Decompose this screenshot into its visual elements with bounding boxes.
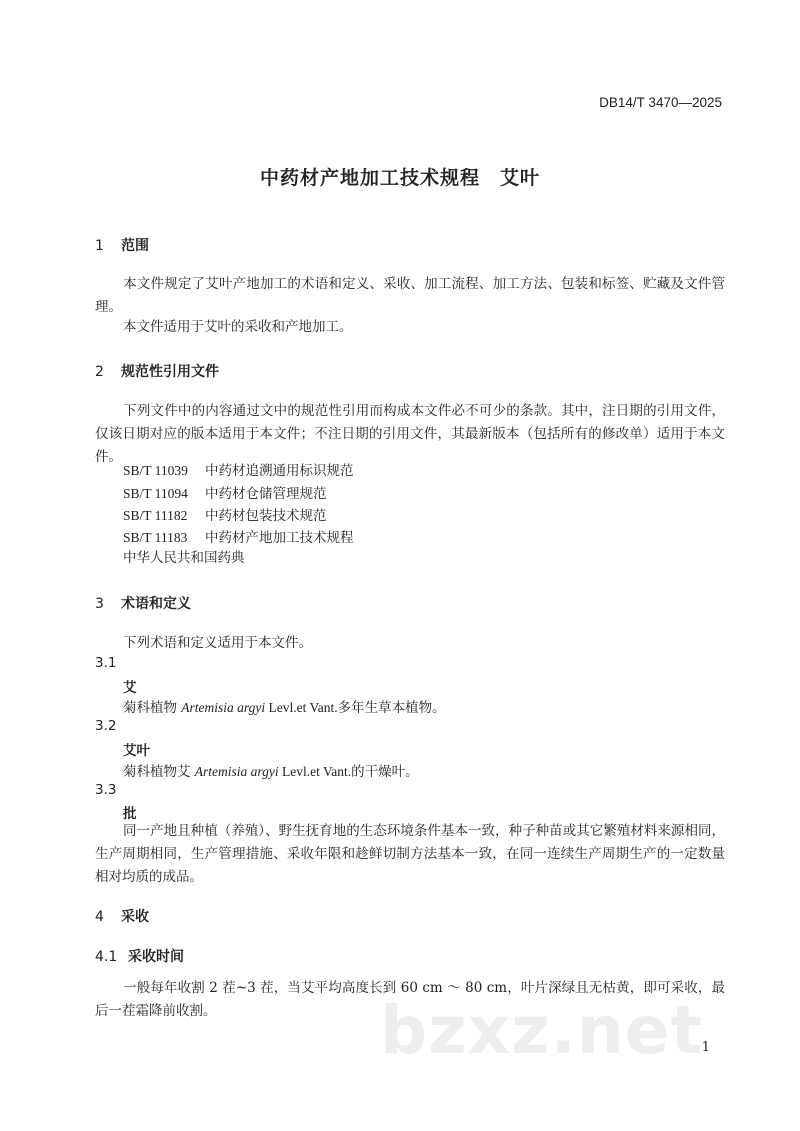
section-1-paragraph-2: 本文件适用于艾叶的采收和产地加工。: [123, 319, 353, 335]
normative-reference: [123, 460, 354, 482]
section-title: 采收: [121, 909, 149, 925]
term-definition: 菊科植物艾 Artemisia argyi Levl.et Vant.的干燥叶。: [123, 764, 419, 780]
reference-code: SB/T 11183: [123, 530, 188, 545]
watermark: bzxz.net: [380, 992, 704, 1069]
section-title: 术语和定义: [121, 596, 191, 612]
term-number: 3.3: [95, 782, 117, 798]
normative-reference: [123, 483, 327, 505]
document-title: 中药材产地加工技术规程 艾叶: [259, 167, 540, 189]
reference-code: SB/T 11039: [123, 463, 188, 478]
term-definition: 菊科植物 Artemisia argyi Levl.et Vant.多年生草本植物。: [123, 700, 446, 716]
subsection-title: 采收时间: [128, 949, 184, 965]
section-2-heading: [95, 361, 219, 381]
subsection-4-1-heading: [95, 946, 184, 966]
section-1-paragraph-1: 本文件规定了艾叶产地加工的术语和定义、采收、加工流程、加工方法、包装和标签、贮藏及文件管理。: [95, 276, 725, 315]
subsection-4-1-paragraph: 一般每年收割 2 茬~3 茬，当艾平均高度长到 60 cm ～ 80 cm，叶片深绿且无枯黄，即可采收，最后一茬霜降前收割。: [95, 980, 725, 1019]
section-number: 4: [95, 909, 104, 925]
section-3-intro: 下列术语和定义适用于本文件。: [123, 635, 312, 651]
section-2-paragraph-1: 下列文件中的内容通过文中的规范性引用而构成本文件必不可少的条款。其中，注日期的引用文件，仅该日期对应的版本适用于本文件；不注日期的引用文件，其最新版本（包括所有的修改单）适用于本文件。: [95, 403, 725, 465]
page-number: 1: [701, 1040, 710, 1055]
section-number: 3: [95, 596, 104, 612]
reference-code: SB/T 11182: [123, 508, 188, 523]
term-number: 3.1: [95, 655, 117, 671]
section-number: 2: [95, 364, 104, 380]
term-definition: 同一产地且种植（养殖）、野生抚育地的生态环境条件基本一致，种子种苗或其它繁殖材料来源相同，生产周期相同，生产管理措施、采收年限和趁鲜切制方法基本一致，在同一连续生产周期生产的一定数量相对均质的成品。: [95, 823, 725, 885]
section-title: 范围: [121, 238, 149, 254]
term-name: 艾叶: [123, 743, 150, 759]
reference-title: 中药材产地加工技术规程: [205, 530, 354, 546]
normative-reference: [123, 527, 354, 549]
term-number: 3.2: [95, 718, 117, 734]
reference-title: 中药材追溯通用标识规范: [205, 463, 354, 479]
section-1-heading: [95, 235, 149, 255]
section-title: 规范性引用文件: [121, 364, 219, 380]
normative-reference: [123, 505, 327, 527]
reference-title: 中药材包装技术规范: [205, 508, 327, 524]
section-4-heading: [95, 906, 149, 926]
subsection-number: 4.1: [95, 949, 118, 965]
term-name: 艾: [123, 680, 137, 696]
reference-title: 中药材仓储管理规范: [205, 486, 327, 502]
standard-code: DB14/T 3470—2025: [599, 95, 722, 110]
normative-reference: 中华人民共和国药典: [123, 550, 245, 566]
section-3-heading: [95, 593, 191, 613]
section-number: 1: [95, 238, 104, 254]
reference-code: SB/T 11094: [123, 486, 188, 501]
term-name: 批: [123, 806, 137, 822]
